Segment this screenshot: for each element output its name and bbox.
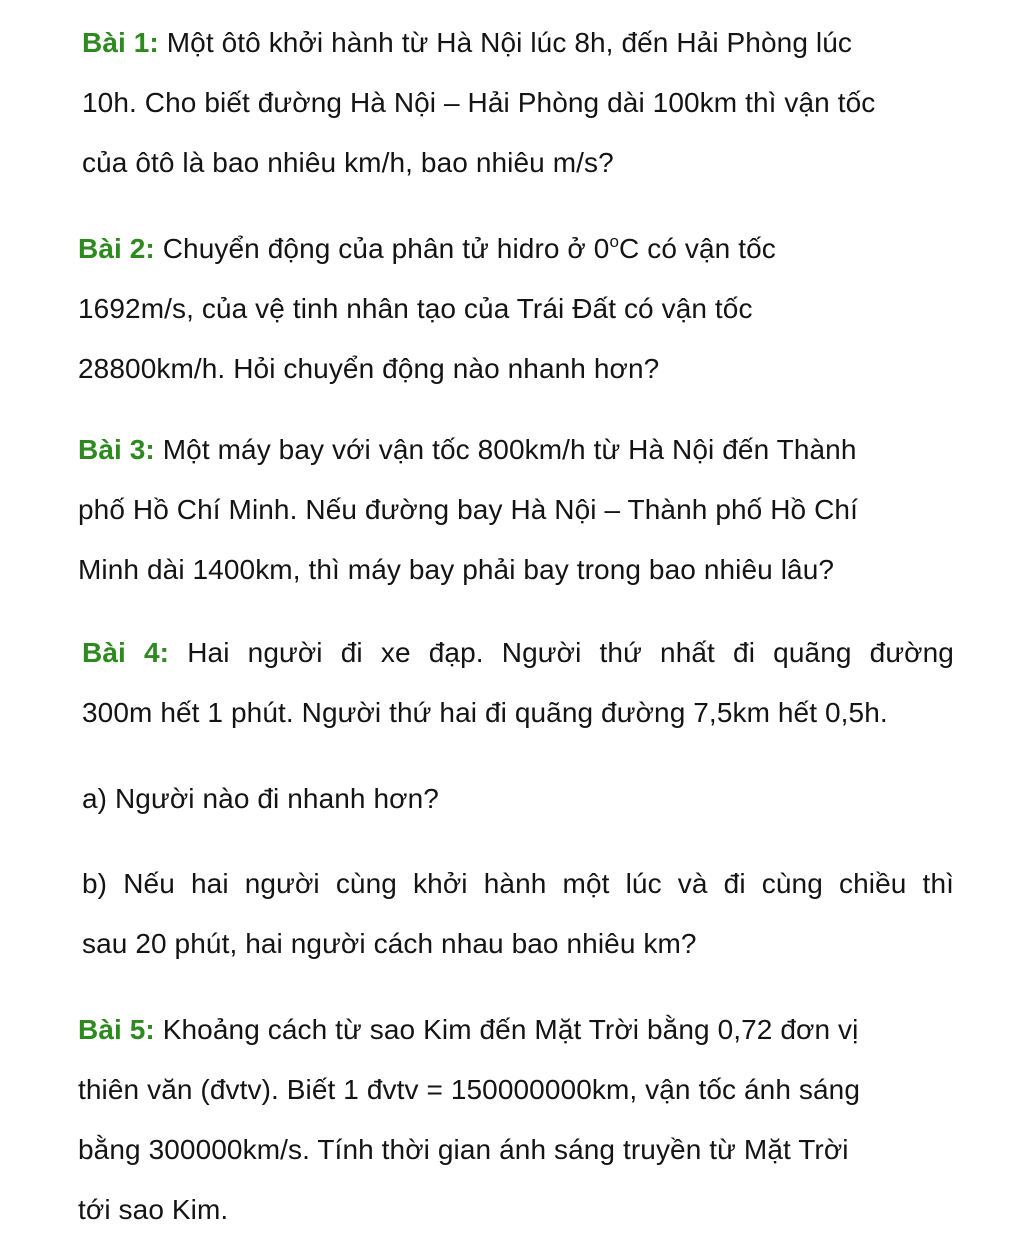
exercise-1-line-3: của ôtô là bao nhiêu km/h, bao nhiêu m/s?	[82, 147, 614, 178]
exercise-2-line-1: Bài 2: Chuyển động của phân tử hidro ở 0$^o$C có vận tốc	[78, 232, 776, 264]
exercise-4-label: Bài 4:	[82, 637, 170, 668]
exercise-2-label: Bài 2:	[78, 233, 155, 264]
exercise-4-line-2: 300m hết 1 phút. Người thứ hai đi quãng đường 7,5km hết 0,5h.	[82, 697, 888, 728]
exercise-4-part-b-line-1: b) Nếu hai người cùng khởi hành một lúc và đi cùng chiều thì	[82, 868, 954, 899]
exercise-3-line-1: Bài 3: Một máy bay với vận tốc 800km/h từ Hà Nội đến Thành	[78, 434, 857, 465]
exercise-2-line-3: 28800km/h. Hỏi chuyển động nào nhanh hơn?	[78, 353, 660, 384]
exercise-4-line-1: Bài 4: Hai người đi xe đạp. Người thứ nhất đi quãng đường	[82, 637, 954, 668]
exercise-3-label: Bài 3:	[78, 434, 155, 465]
exercise-5-line-4: tới sao Kim.	[78, 1194, 229, 1225]
exercise-5-line-3: bằng 300000km/s. Tính thời gian ánh sáng truyền từ Mặt Trời	[78, 1134, 849, 1165]
exercise-5-line-1: Bài 5: Khoảng cách từ sao Kim đến Mặt Trời bằng 0,72 đơn vị	[78, 1014, 859, 1045]
exercise-4-part-a: a) Người nào đi nhanh hơn?	[82, 783, 439, 814]
exercise-1-line-2: 10h. Cho biết đường Hà Nội – Hải Phòng dài 100km thì vận tốc	[82, 87, 876, 118]
exercise-5-label: Bài 5:	[78, 1014, 155, 1045]
exercise-1-label: Bài 1:	[82, 27, 159, 58]
exercise-5-line-2: thiên văn (đvtv). Biết 1 đvtv = 150000000km, vận tốc ánh sáng	[78, 1074, 861, 1105]
exercise-2-line-2: 1692m/s, của vệ tinh nhân tạo của Trái Đất có vận tốc	[78, 293, 753, 324]
exercise-3-line-3: Minh dài 1400km, thì máy bay phải bay trong bao nhiêu lâu?	[78, 554, 835, 585]
exercise-1-line-1: Bài 1: Một ôtô khởi hành từ Hà Nội lúc 8h, đến Hải Phòng lúc	[82, 27, 852, 58]
degree-superscript: o	[609, 232, 620, 251]
exercise-4-part-b-line-2: sau 20 phút, hai người cách nhau bao nhiêu km?	[82, 928, 697, 959]
exercise-3-line-2: phố Hồ Chí Minh. Nếu đường bay Hà Nội – Thành phố Hồ Chí	[78, 494, 858, 525]
